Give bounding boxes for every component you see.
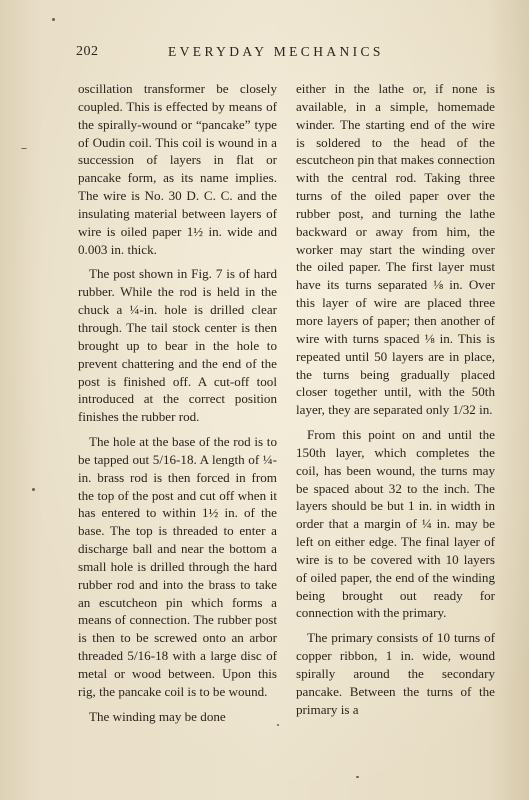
paper-speck xyxy=(277,724,279,726)
paper-speck xyxy=(356,776,359,778)
page-number: 202 xyxy=(76,44,99,59)
left-paragraph-2: The post shown in Fig. 7 is of hard rubber. While the rod is held in the chuck a ¼-in. hole is drilled clear through. The tail stock center is then brought up to bear in the hole to prevent chattering and the end of the post is finished off. A cut-off tool introduced at the correct position finishes the rubber rod. xyxy=(78,266,277,425)
left-paragraph-4: The winding may be done xyxy=(89,708,226,724)
right-paragraph-2: From this point on and until the 150th layer, which completes the coil, has been wound, the turns may be spaced about 32 to the inch. The layers should be but 1 in. in width in order that a margin of ¼ in. may be left on either edge. The final layer of wire is to be covered with 10 layers of oiled paper, the end of the winding being brought out ready for connection with the primary. xyxy=(296,427,495,621)
left-paragraph-3: The hole at the base of the rod is to be tapped out 5/16-18. A length of ¼-in. brass rod is then forced in from the top of the post and cut off when it has entered to within 1½ in. of the base. The top is threaded to enter a discharge ball and near the bottom a small hole is drilled through the hard rubber rod and into the brass to take an escutcheon pin which forms a means of connection. The rubber post is then to be screwed onto an arbor threaded 5/16-18 with a large disc of metal or wood between. Upon this rig, the pancake coil is to be wound. xyxy=(78,434,277,699)
right-paragraph-3: The primary consists of 10 turns of copper ribbon, 1 in. wide, wound spirally around the secondary pancake. Between the turns of the primary is a xyxy=(296,630,495,717)
running-head: EVERYDAY MECHANICS xyxy=(168,44,384,59)
right-paragraph-1: either in the lathe or, if none is available, in a simple, homemade winder. The starting end of the wire is soldered to the head of the escutcheon pin that makes connection with the central rod. Taking three turns of the oiled paper over the rubber post, and turning the lathe backward or away from him, the worker may start the winding over the oiled paper. The first layer must have its turns separated ⅛ in. Over this layer of wire are placed three more layers of paper; then another of wire with turns spaced ⅛ in. This is repeated until 50 layers are in place, the turns being gradually placed closer together until, with the 50th layer, they are separated only 1/32 in. xyxy=(296,81,495,418)
page-header xyxy=(76,44,496,64)
paper-speck xyxy=(52,18,55,21)
left-paragraph-1: oscillation transformer be closely coupled. This is effected by means of the spirally-wound or “pancake” type of Oudin coil. This coil is wound in a succession of layers in flat or pancake form, as its name implies. The wire is No. 30 D. C. C. and the insulating material between layers of wire is oiled paper 1½ in. wide and 0.003 in. thick. xyxy=(78,81,277,257)
right-column xyxy=(296,80,495,719)
left-column xyxy=(78,80,277,726)
paper-speck xyxy=(21,148,27,149)
paper-speck xyxy=(32,488,35,491)
